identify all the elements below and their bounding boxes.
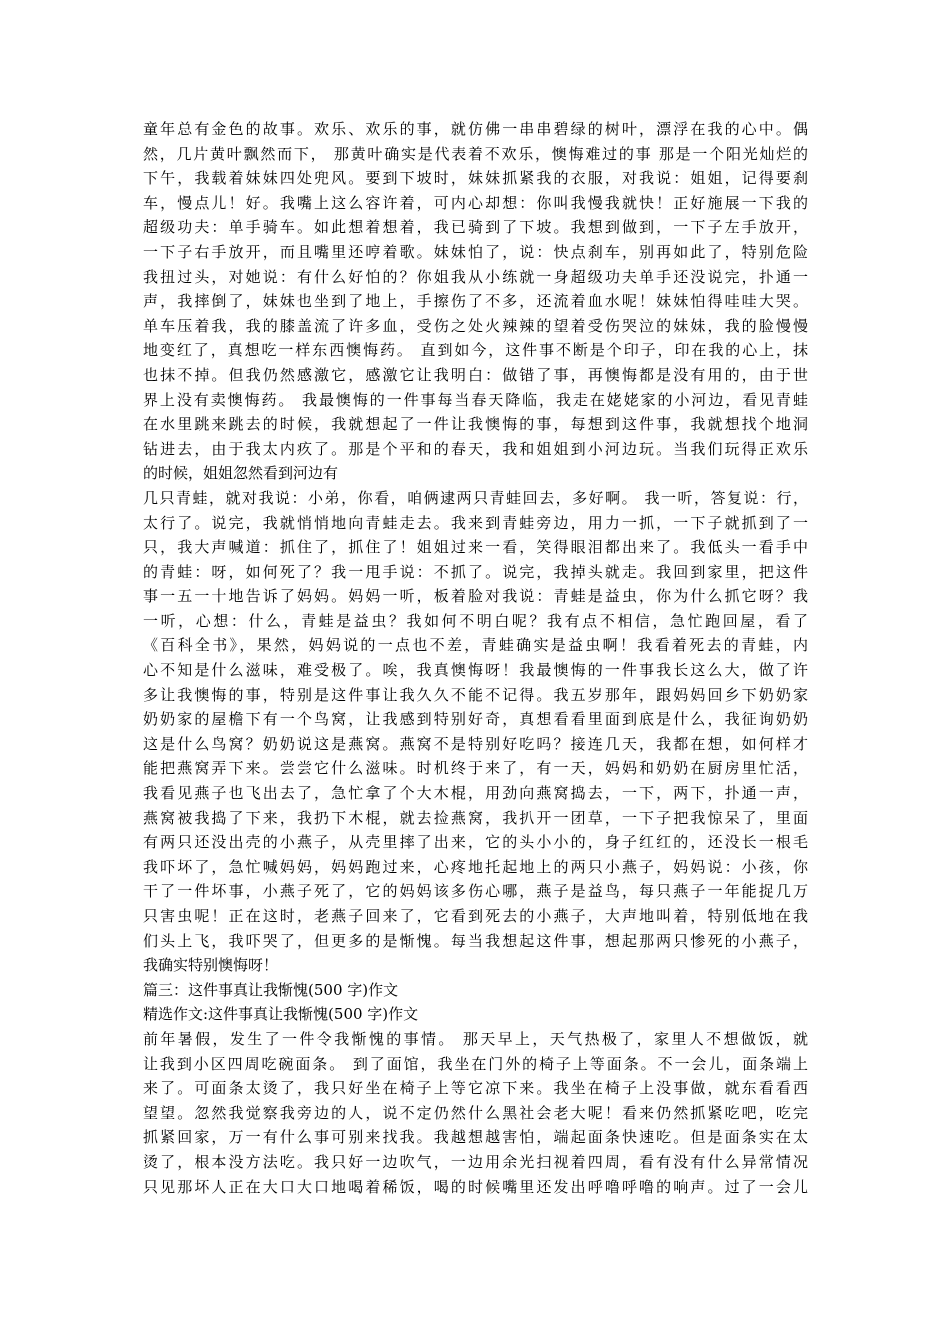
text-line: 几只青蛙，就对我说：小弟，你看，咱俩逮两只青蛙回去，多好啊。 我一听，答复说：行， bbox=[143, 488, 808, 507]
text-line: 下午，我载着妹妹四处兜风。要到下坡时，妹妹抓紧我的衣服，对我说：姐姐，记得要刹 bbox=[143, 169, 808, 188]
text-line: 我扭过头，对她说：有什么好怕的？你姐我从小练就一身超级功夫单手还没说完，扑通一 bbox=[143, 267, 808, 286]
text-line: 们头上飞，我吓哭了，但更多的是惭愧。每当我想起这件事，想起那两只惨死的小燕子， bbox=[143, 931, 808, 950]
text-line: 《百科全书》，果然，妈妈说的一点也不差，青蛙确实是益虫啊！我看着死去的青蛙，内 bbox=[143, 636, 808, 655]
text-line: 超级功夫：单手骑车。如此想着想着，我已骑到了下坡。我想到做到，一下子左手放开， bbox=[143, 218, 808, 237]
document-body bbox=[143, 117, 808, 1199]
text-line: 只害虫呢！正在这时，老燕子回来了，它看到死去的小燕子，大声地叫着，特别低地在我 bbox=[143, 907, 808, 925]
text-line: 地变红了，真想吃一样东西懊悔药。 直到如今，这件事不断是个印子，印在我的心上，抹 bbox=[143, 341, 808, 360]
text-line: 只，我大声喊道：抓住了，抓住了！姐姐过来一看，笑得眼泪都出来了。我低头一看手中 bbox=[143, 538, 808, 557]
text-line: 抓紧回家，万一有什么事可别来找我。我越想越害怕，端起面条快速吃。但是面条实在太 bbox=[143, 1128, 808, 1147]
text-line: 前年暑假，发生了一件令我惭愧的事情。 那天早上，天气热极了，家里人不想做饭，就 bbox=[143, 1029, 808, 1048]
text-line: 这是什么鸟窝？奶奶说这是燕窝。燕窝不是特别好吃吗？接连几天，我都在想，如何样才 bbox=[143, 734, 808, 753]
text-line: 界上没有卖懊悔药。 我最懊悔的一件事每当春天降临，我走在姥姥家的小河边，看见青蛙 bbox=[143, 390, 808, 409]
text-line: 望望。忽然我觉察我旁边的人，说不定仍然什么黑社会老大呢！看来仍然抓紧吃吧，吃完 bbox=[143, 1103, 808, 1122]
text-line: 我吓坏了，急忙喊妈妈，妈妈跑过来，心疼地托起地上的两只小燕子，妈妈说：小孩，你 bbox=[143, 857, 808, 876]
text-line: 单车压着我，我的膝盖流了许多血，受伤之处火辣辣的望着受伤哭泣的妹妹，我的脸慢慢 bbox=[143, 316, 808, 335]
text-line: 一下子右手放开，而且嘴里还哼着歌。妹妹怕了，说：快点刹车，别再如此了，特别危险 bbox=[143, 242, 808, 261]
text-line: 声，我摔倒了，妹妹也坐到了地上，手擦伤了不多，还流着血水呢！妹妹怕得哇哇大哭。 bbox=[143, 292, 808, 311]
text-line: 一听，心想：什么，青蛙是益虫？我如何不明白呢？我有点不相信，急忙跑回屋，看了 bbox=[143, 611, 808, 630]
text-line: 多让我懊悔的事，特别是这件事让我久久不能不记得。我五岁那年，跟妈妈回乡下奶奶家 bbox=[143, 685, 808, 704]
essay-title: 精选作文:这件事真让我惭愧(500 字)作文 bbox=[143, 1005, 419, 1024]
text-line: 童年总有金色的故事。欢乐、欢乐的事，就仿佛一串串碧绿的树叶，漂浮在我的心中。偶 bbox=[143, 120, 808, 138]
text-line: 干了一件坏事，小燕子死了，它的妈妈该多伤心哪，燕子是益鸟，每只燕子一年能捉几万 bbox=[143, 882, 808, 901]
text-line: 来了。可面条太烫了，我只好坐在椅子上等它凉下来。我坐在椅子上没事做，就东看看西 bbox=[143, 1079, 808, 1098]
text-line: 事一五一十地告诉了妈妈。妈妈一听，板着脸对我说：青蛙是益虫，你为什么抓它呀？我 bbox=[143, 587, 808, 606]
text-line: 的时候，姐姐忽然看到河边有 bbox=[143, 464, 339, 483]
text-line: 烫了，根本没方法吃。我只好一边吹气，一边用余光扫视着四周，看有没有什么异常情况 bbox=[143, 1152, 808, 1171]
text-line: 我看见燕子也飞出去了，急忙拿了个大木棍，用劲向燕窝捣去，一下，两下，扑通一声， bbox=[143, 784, 808, 803]
text-line: 只见那坏人正在大口大口地喝着稀饭，喝的时候嘴里还发出呼噜呼噜的响声。过了一会儿 bbox=[143, 1177, 808, 1196]
text-line: 太行了。说完，我就悄悄地向青蛙走去。我来到青蛙旁边，用力一抓，一下子就抓到了一 bbox=[143, 513, 808, 532]
text-line: 心不知是什么滋味，难受极了。唉，我真懊悔呀！我最懊悔的一件事我长这么大，做了许 bbox=[143, 661, 808, 680]
text-line: 让我到小区四周吃碗面条。 到了面馆，我坐在门外的椅子上等面条。不一会儿，面条端上 bbox=[143, 1054, 808, 1073]
text-line: 然，几片黄叶飘然而下， 那黄叶确实是代表着不欢乐，懊悔难过的事 那是一个阳光灿烂的 bbox=[143, 144, 808, 163]
text-line: 有两只还没出壳的小燕子，从壳里摔了出来，它的头小小的，身子红红的，还没长一根毛 bbox=[143, 833, 808, 852]
text-line: 车，慢点儿！好。我嘴上这么容许着，可内心却想：你叫我慢我就快！正好施展一下我的 bbox=[143, 193, 808, 212]
text-line: 我确实特别懊悔呀！ bbox=[143, 956, 279, 975]
text-line: 的青蛙：呀，如何死了？我一甩手说：不抓了。说完，我掉头就走。我回到家里，把这件 bbox=[143, 562, 808, 581]
text-line: 燕窝被我捣了下来，我扔下木棍，就去捡燕窝，我扒开一团草，一下子把我惊呆了，里面 bbox=[143, 808, 808, 827]
section-heading: 篇三：这件事真让我惭愧(500 字)作文 bbox=[143, 980, 399, 999]
text-line: 也抹不掉。但我仍然感激它，感激它让我明白：做错了事，再懊悔都是没有用的，由于世 bbox=[143, 365, 808, 384]
text-line: 在水里跳来跳去的时候，我就想起了一件让我懊悔的事，每想到这件事，我就想找个地洞 bbox=[143, 415, 808, 434]
text-line: 能把燕窝弄下来。尝尝它什么滋味。时机终于来了，有一天，妈妈和奶奶在厨房里忙活， bbox=[143, 759, 808, 778]
text-line: 奶奶家的屋檐下有一个鸟窝，让我感到特别好奇，真想看看里面到底是什么，我征询奶奶 bbox=[143, 710, 808, 729]
text-line: 钻进去，由于我太内疚了。那是个平和的春天，我和姐姐到小河边玩。当我们玩得正欢乐 bbox=[143, 439, 808, 458]
